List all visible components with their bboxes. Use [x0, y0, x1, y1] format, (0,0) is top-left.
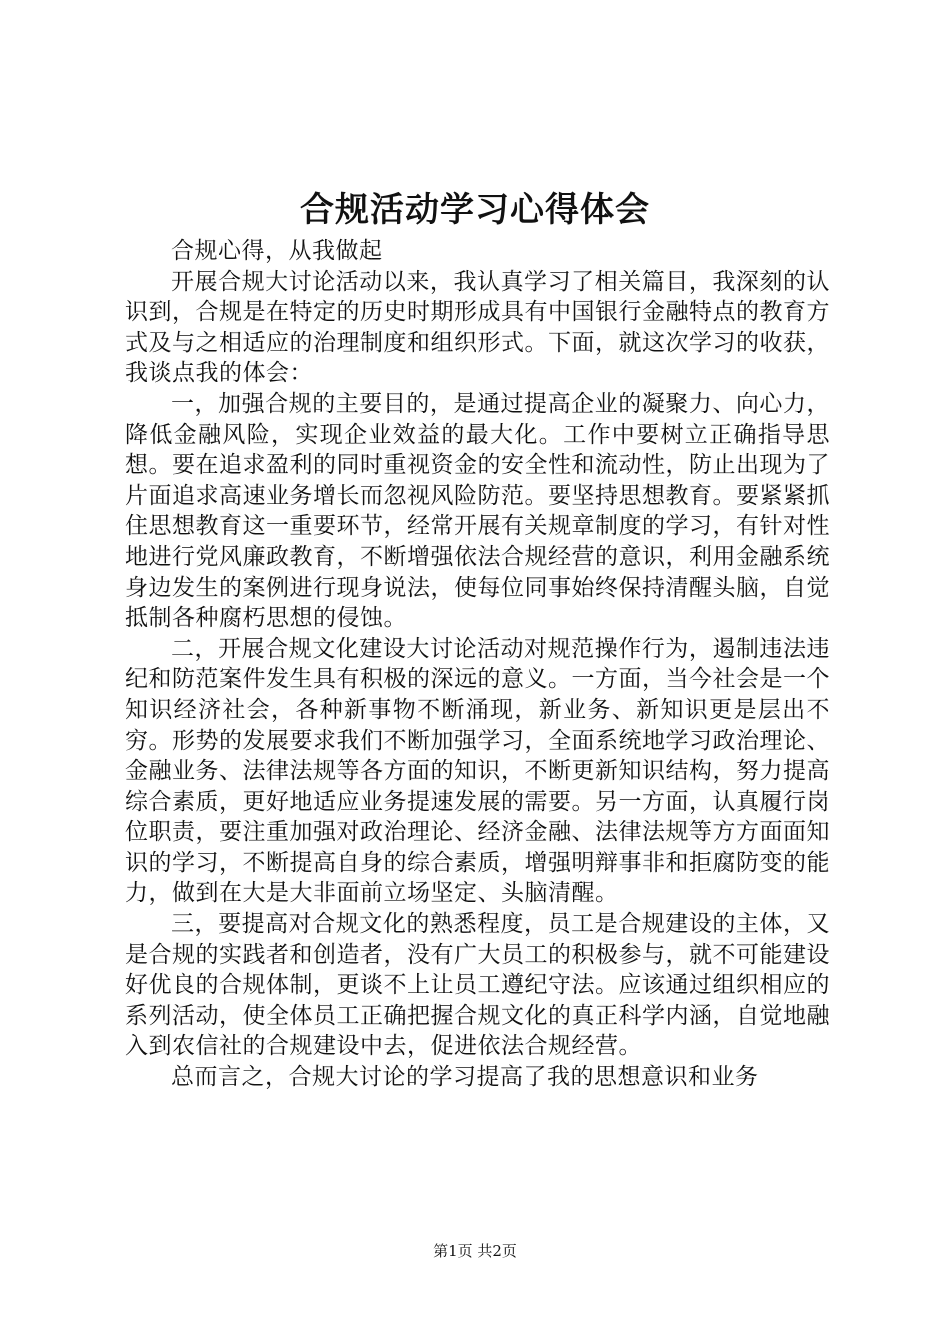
document-title: 合规活动学习心得体会 — [300, 190, 650, 230]
page-number-footer: 第1页 共2页 — [433, 1242, 517, 1260]
paragraph-point-three: 三，要提高对合规文化的熟悉程度，员工是合规建设的主体，又是合规的实践者和创造者，没有广大员工的积极参与，就不可能建设好优良的合规体制，更谈不上让员工遵纪守法。应该通过组织相应的系列活动，使全体员工正确把握合规文化的真正科学内涵，自觉地融入到农信社的合规建设中去，促进依法合规经营。 — [125, 911, 830, 1060]
document-body — [125, 236, 830, 1093]
paragraph-conclusion: 总而言之，合规大讨论的学习提高了我的思想意识和业务 — [171, 1064, 759, 1091]
paragraph-point-one: 一，加强合规的主要目的，是通过提高企业的凝聚力、向心力，降低金融风险，实现企业效益的最大化。工作中要树立正确指导思想。要在追求盈利的同时重视资金的安全性和流动性，防止出现为了片面追求高速业务增长而忽视风险防范。要坚持思想教育。要紧紧抓住思想教育这一重要环节，经常开展有关规章制度的学习，有针对性地进行党风廉政教育，不断增强依法合规经营的意识，利用金融系统身边发生的案例进行现身说法，使每位同事始终保持清醒头脑，自觉抵制各种腐朽思想的侵蚀。 — [125, 390, 830, 632]
paragraph-subtitle: 合规心得，从我做起 — [171, 238, 383, 264]
paragraph-intro: 开展合规大讨论活动以来，我认真学习了相关篇目，我深刻的认识到，合规是在特定的历史时期形成具有中国银行金融特点的教育方式及与之相适应的治理制度和组织形式。下面，就这次学习的收获，我谈点我的体会： — [125, 268, 830, 387]
paragraph-point-two: 二，开展合规文化建设大讨论活动对规范操作行为，遏制违法违纪和防范案件发生具有积极的深远的意义。一方面，当今社会是一个知识经济社会，各种新事物不断涌现，新业务、新知识更是层出不穷。形势的发展要求我们不断加强学习，全面系统地学习政治理论、金融业务、法律法规等各方面的知识，不断更新知识结构，努力提高综合素质，更好地适应业务提速发展的需要。另一方面，认真履行岗位职责，要注重加强对政治理论、经济金融、法律法规等方方面面知识的学习，不断提高自身的综合素质，增强明辩事非和拒腐防变的能力，做到在大是大非面前立场坚定、头脑清醒。 — [125, 635, 830, 907]
